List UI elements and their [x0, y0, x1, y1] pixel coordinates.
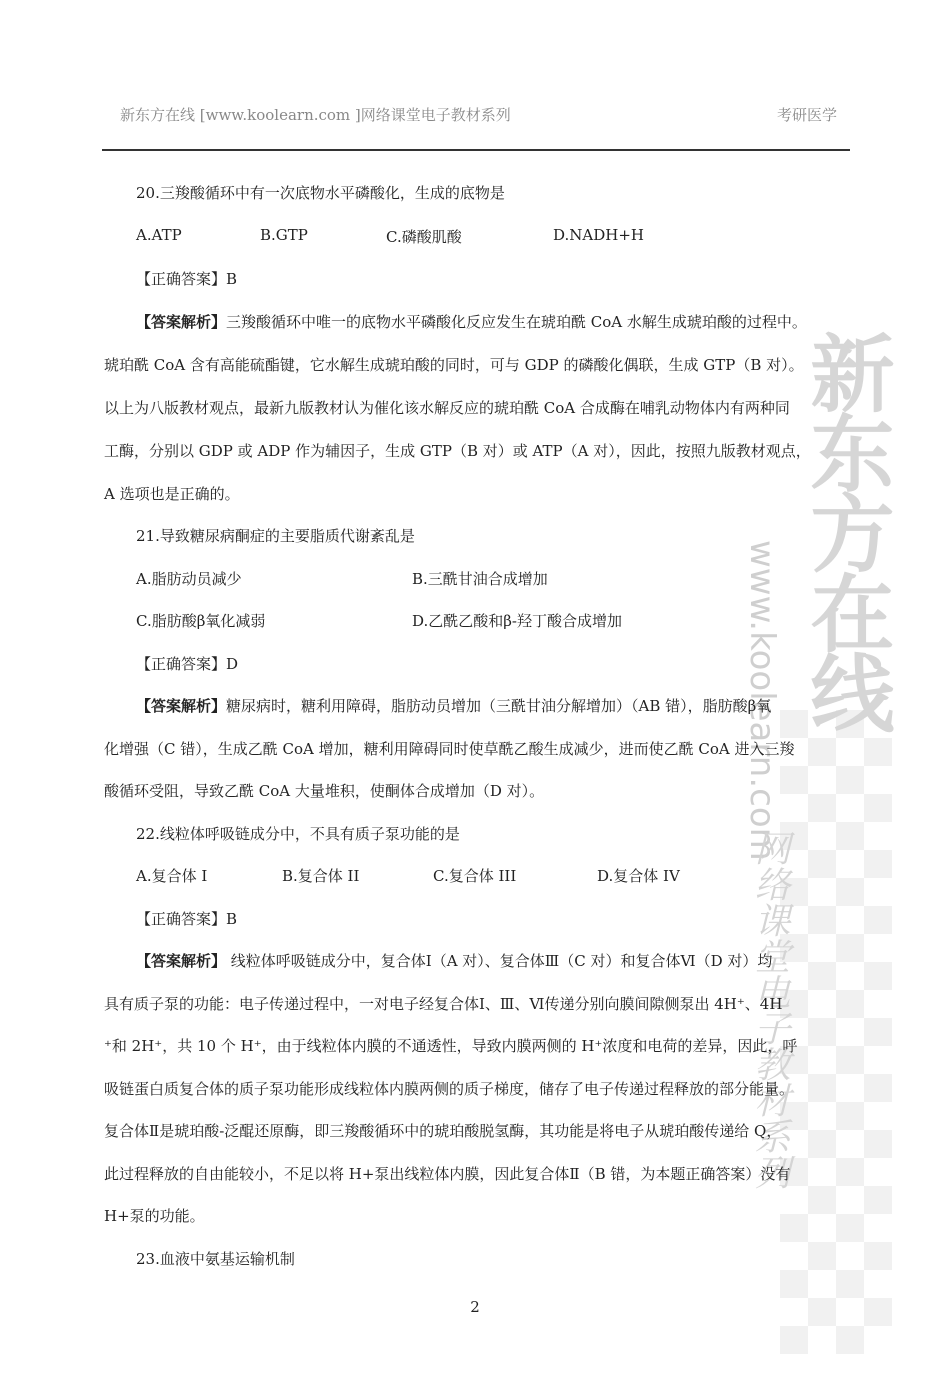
- q20-option-b: B.GTP: [260, 226, 308, 244]
- q22-option-c: C.复合体 III: [433, 867, 517, 885]
- q22-option-d: D.复合体 IV: [597, 867, 680, 885]
- watermark-subtitle: 网络课堂电子教材系列: [749, 830, 790, 1190]
- q22-option-a: A.复合体 I: [136, 867, 208, 885]
- q22-analysis-text: 线粒体呼吸链成分中，复合体Ⅰ（A 对）、复合体Ⅲ（C 对）和复合体Ⅵ（D 对）均: [226, 952, 773, 970]
- watermark-brand: 新东方在线: [797, 330, 895, 730]
- header-title: 新东方在线 [www.koolearn.com ]网络课堂电子教材系列: [120, 106, 511, 124]
- q22-analysis-line: 具有质子泵的功能：电子传递过程中，一对电子经复合体Ⅰ、Ⅲ、Ⅵ传递分别向膜间隙侧泵出 4H⁺、4H: [104, 995, 783, 1013]
- q21-option-d: D.乙酰乙酸和β-羟丁酸合成增加: [412, 612, 623, 630]
- q21-analysis-text: 糖尿病时，糖利用障碍，脂肪动员增加（三酰甘油分解增加）（AB 错），脂肪酸β氧: [226, 697, 772, 715]
- q20-analysis-line: 工酶，分别以 GDP 或 ADP 作为辅因子，生成 GTP（B 对）或 ATP（A 对），因此，按照九版教材观点，: [104, 442, 811, 460]
- q22-analysis-line: [136, 950, 772, 971]
- question-20: 20.三羧酸循环中有一次底物水平磷酸化，生成的底物是: [136, 184, 505, 202]
- q20-analysis-label: 【答案解析】: [136, 313, 227, 331]
- q22-option-b: B.复合体 II: [282, 867, 360, 885]
- q21-analysis-line: 酸循环受阻，导致乙酰 CoA 大量堆积，使酮体合成增加（D 对）。: [104, 782, 545, 800]
- q21-analysis-line: [136, 695, 771, 716]
- q20-option-c: C.磷酸肌酸: [386, 228, 462, 246]
- watermark-url: www.koolearn.com: [742, 540, 782, 861]
- header-divider: [102, 149, 850, 151]
- q20-analysis-line: A 选项也是正确的。: [104, 485, 240, 503]
- q22-analysis-label: 【答案解析】: [136, 952, 227, 970]
- q22-answer: 【正确答案】B: [136, 910, 238, 928]
- watermark: [732, 330, 895, 1370]
- header-subject: 考研医学: [776, 106, 837, 124]
- q21-analysis-label: 【答案解析】: [136, 697, 227, 715]
- question-21: 21.导致糖尿病酮症的主要脂质代谢紊乱是: [136, 527, 415, 545]
- q20-analysis-line: 以上为八版教材观点，最新九版教材认为催化该水解反应的琥珀酰 CoA 合成酶在哺乳动物体内有两种同: [104, 399, 790, 417]
- q21-analysis-line: 化增强（C 错），生成乙酰 CoA 增加，糖利用障碍同时使草酰乙酸生成减少，进而使乙酰 CoA 进入三羧: [104, 740, 795, 758]
- q22-analysis-line: 此过程释放的自由能较小，不足以将 H+泵出线粒体内膜，因此复合体Ⅱ（B 错，为本题正确答案）没有: [104, 1165, 791, 1183]
- q22-analysis-line: 复合体Ⅱ是琥珀酸-泛醌还原酶，即三羧酸循环中的琥珀酸脱氢酶，其功能是将电子从琥珀酸传递给 Q，: [104, 1122, 782, 1140]
- q20-analysis-line: 琥珀酰 CoA 含有高能硫酯键，它水解生成琥珀酸的同时，可与 GDP 的磷酸化偶联，生成 GTP（B 对）。: [104, 356, 804, 374]
- q22-analysis-line: H+泵的功能。: [104, 1207, 205, 1225]
- q20-option-d: D.NADH+H: [553, 226, 644, 244]
- q20-analysis-line: [136, 311, 807, 332]
- q21-option-b: B.三酰甘油合成增加: [412, 570, 548, 588]
- question-23: 23.血液中氨基运输机制: [136, 1250, 295, 1268]
- q20-option-a: A.ATP: [136, 226, 182, 244]
- q20-answer: 【正确答案】B: [136, 270, 238, 288]
- q20-analysis-text: 三羧酸循环中唯一的底物水平磷酸化反应发生在琥珀酰 CoA 水解生成琥珀酸的过程中。: [226, 313, 807, 331]
- q21-answer: 【正确答案】D: [136, 655, 239, 673]
- page-number: 2: [470, 1298, 480, 1316]
- q21-option-c: C.脂肪酸β氧化减弱: [136, 612, 266, 630]
- q22-analysis-line: ⁺和 2H⁺，共 10 个 H⁺，由于线粒体内膜的不通透性，导致内膜两侧的 H⁺浓度和电荷的差异，因此，呼: [104, 1037, 798, 1055]
- question-22: 22.线粒体呼吸链成分中，不具有质子泵功能的是: [136, 825, 460, 843]
- q22-analysis-line: 吸链蛋白质复合体的质子泵功能形成线粒体内膜两侧的质子梯度，储存了电子传递过程释放的部分能量。: [104, 1080, 795, 1098]
- q21-option-a: A.脂肪动员减少: [136, 570, 242, 588]
